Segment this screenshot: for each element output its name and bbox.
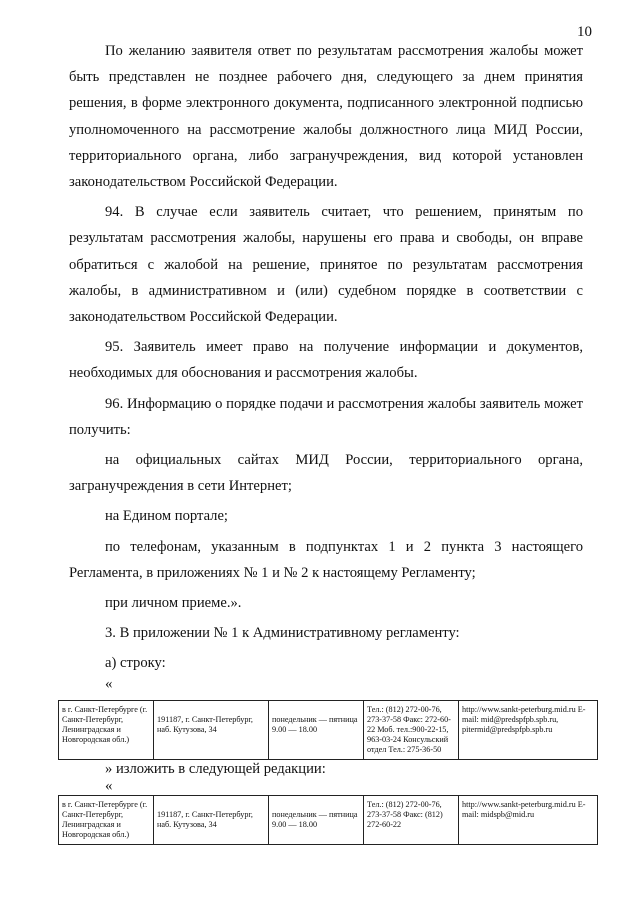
- cell-address: 191187, г. Санкт-Петербург, наб. Кутузова, 34: [154, 701, 269, 760]
- cell-phones: Тел.: (812) 272-00-76, 273-37-58 Факс: 272-60-22 Моб. тел.:900-22-15, 963-03-24 Консульский отдел Тел.: 275-36-50: [364, 701, 459, 760]
- paragraph-95: 95. Заявитель имеет право на получение информации и документов, необходимых для обоснования и рассмотрения жалобы.: [69, 339, 583, 382]
- page-number: 10: [577, 24, 592, 40]
- table-row: [59, 796, 598, 845]
- paragraph-94: 94. В случае если заявитель считает, что решением, принятым по результатам рассмотрения жалобы, нарушены его права и свободы, он вправе обратиться с жалобой на решение, принятое по результатам рассмотрения жалобы, в административном и (или) судебном порядке в соответствии с законодательством Российской Федерации.: [69, 204, 583, 326]
- table-new-row: [58, 795, 598, 845]
- paragraph-personal: при личном приеме.».: [105, 595, 242, 612]
- cell-address: 191187, г. Санкт-Петербург, наб. Кутузова, 34: [154, 796, 269, 845]
- table-row: [59, 701, 598, 760]
- open-quote-new: «: [105, 778, 113, 794]
- paragraph-appendix: 3. В приложении № 1 к Административному регламенту:: [105, 625, 460, 642]
- paragraph-96: 96. Информацию о порядке подачи и рассмотрения жалобы заявитель может получить:: [69, 395, 583, 438]
- replace-line: » изложить в следующей редакции:: [105, 761, 326, 777]
- open-quote-old: «: [105, 676, 113, 692]
- paragraph-response-form: По желанию заявителя ответ по результатам рассмотрения жалобы может быть представлен не позднее рабочего дня, следующего за днем принятия решения, в форме электронного документа, подписанного электронной подписью уполномоченного на рассмотрение жалобы должностного лица МИД России, территориального органа, либо загранучреждения, вид которой установлен законодательством Российской Федерации.: [69, 43, 583, 191]
- paragraph-phones: по телефонам, указанным в подпунктах 1 и 2 пункта 3 настоящего Регламента, в приложениях № 1 и № 2 к настоящему Регламенту;: [69, 538, 583, 581]
- paragraph-row-label: а) строку:: [105, 655, 166, 672]
- document-body: [69, 38, 583, 681]
- paragraph-portal: на Едином портале;: [105, 508, 228, 525]
- cell-schedule: понедельник — пятница 9.00 — 18.00: [269, 796, 364, 845]
- cell-location: в г. Санкт-Петербурге (г. Санкт-Петербург, Ленинградская и Новгородская обл.): [59, 701, 154, 760]
- table-old-row: [58, 700, 598, 760]
- cell-web: http://www.sankt-peterburg.mid.ru E-mail: midspb@mid.ru: [459, 796, 598, 845]
- cell-schedule: понедельник — пятница 9.00 — 18.00: [269, 701, 364, 760]
- cell-web: http://www.sankt-peterburg.mid.ru E-mail: mid@predspfpb.spb.ru, pitermid@predspfpb.spb.ru: [459, 701, 598, 760]
- cell-location: в г. Санкт-Петербурге (г. Санкт-Петербург, Ленинградская и Новгородская обл.): [59, 796, 154, 845]
- paragraph-websites: на официальных сайтах МИД России, территориального органа, загранучреждения в сети Интернет;: [69, 452, 583, 495]
- cell-phones: Тел.: (812) 272-00-76, 273-37-58 Факс: (812) 272-60-22: [364, 796, 459, 845]
